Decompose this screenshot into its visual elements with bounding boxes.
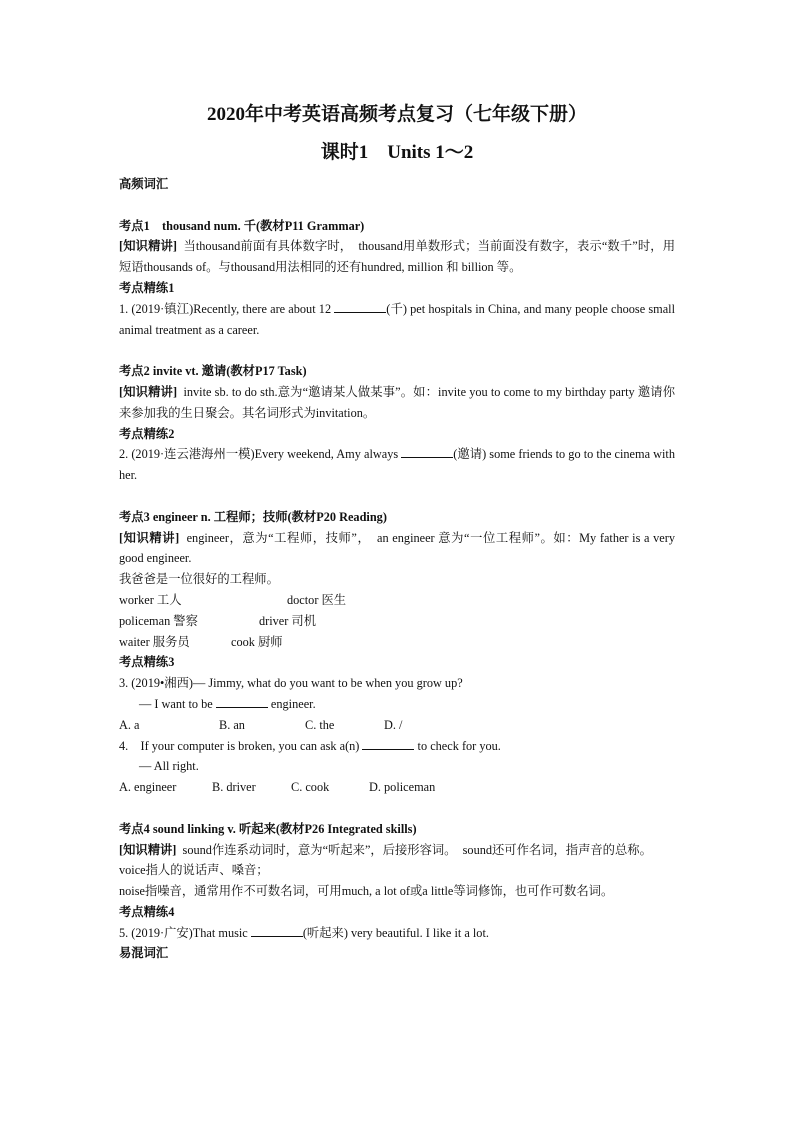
example-chinese: 我爸爸是一位很好的工程师。	[119, 572, 279, 587]
note-text: sound作连系动词时，意为“听起来”，后接形容词。 sound还可作名词，指声音的总称。	[182, 842, 652, 857]
question-3-response	[119, 694, 675, 715]
question-text: 2. (2019·连云港海州一模)Every weekend, Amy always	[119, 447, 402, 462]
question-3: 3. (2019•湘西)— Jimmy, what do you want to be when you grow up?	[119, 676, 463, 691]
point-4-practice-label: 考点精练4	[119, 904, 175, 919]
question-5	[119, 923, 675, 944]
noise-explanation: noise指噪音，通常用作不可数名词，可用much, a lot of或a little等词修饰，也可作可数名词。	[119, 884, 614, 899]
vocab-item: driver 司机	[259, 613, 317, 628]
question-2	[119, 444, 675, 486]
option-c[interactable]: C. cook	[291, 780, 330, 795]
vocab-item: waiter 服务员	[119, 634, 190, 649]
question-text: 5. (2019·广安)That music	[119, 925, 251, 940]
vocab-item: doctor 医生	[287, 592, 347, 607]
point-1-note	[119, 236, 675, 278]
answer-blank[interactable]	[251, 924, 303, 937]
note-label: [知识精讲]	[119, 842, 177, 857]
answer-blank[interactable]	[216, 695, 268, 708]
vocab-item: worker 工人	[119, 592, 182, 607]
point-1-heading: 考点1 thousand num. 千(教材P11 Grammar)	[119, 218, 365, 233]
point-2-note	[119, 382, 675, 424]
point-2-practice-label: 考点精练2	[119, 426, 175, 441]
note-label: [知识精讲]	[119, 239, 178, 254]
question-4-response: — All right.	[139, 759, 199, 774]
option-b[interactable]: B. driver	[212, 780, 256, 795]
question-1	[119, 299, 675, 341]
note-text: 当thousand前面有具体数字时， thousand用单数形式；当前面没有数字，表示“数千”时，用短语thousands of。与thousand用法相同的还有hundred, million 和 billion 等。	[119, 239, 675, 275]
note-label: [知识精讲]	[119, 530, 180, 545]
option-b[interactable]: B. an	[219, 717, 245, 732]
question-3-options	[119, 715, 675, 736]
question-text: 1. (2019·镇江)Recently, there are about 12	[119, 301, 335, 316]
option-c[interactable]: C. the	[305, 717, 335, 732]
vocab-item: policeman 警察	[119, 613, 198, 628]
question-text: to check for you.	[414, 738, 501, 753]
document-subtitle: 课时1 Units 1～2	[320, 142, 474, 163]
question-text: — I want to be	[139, 696, 216, 711]
question-4	[119, 736, 675, 757]
point-4-note	[119, 840, 675, 861]
note-label: [知识精讲]	[119, 384, 178, 399]
question-text: (千) pet hospitals in China, and many people choose small animal treatment as a career.	[119, 301, 675, 337]
vocab-item: cook 厨师	[231, 634, 283, 649]
vocab-pair-row	[119, 632, 675, 653]
document-title: 2020年中考英语高频考点复习（七年级下册）	[206, 104, 587, 125]
point-3-note	[119, 528, 675, 570]
option-d[interactable]: D. /	[384, 717, 403, 732]
option-d[interactable]: D. policeman	[369, 780, 436, 795]
document-page	[119, 100, 675, 964]
voice-explanation: voice指人的说话声、嗓音；	[119, 863, 269, 878]
point-3-heading: 考点3 engineer n. 工程师；技师(教材P20 Reading)	[119, 509, 387, 524]
section-heading-high-frequency: 高频词汇	[119, 177, 169, 191]
answer-blank[interactable]	[334, 300, 386, 313]
note-text: engineer，意为“工程师，技师”， an engineer 意为“一位工程师”。如：My father is a very good engineer.	[119, 530, 675, 566]
question-text: engineer.	[267, 696, 316, 711]
question-text: (邀请) some friends to go to the cinema with her.	[119, 447, 675, 483]
point-1-practice-label: 考点精练1	[119, 280, 175, 295]
vocab-pair-row	[119, 611, 675, 632]
section-heading-confusing-words: 易混词汇	[119, 946, 169, 961]
point-3-practice-label: 考点精练3	[119, 655, 175, 670]
option-a[interactable]: A. a	[119, 717, 140, 732]
answer-blank[interactable]	[362, 737, 414, 750]
question-text: (听起来) very beautiful. I like it a lot.	[302, 925, 489, 940]
point-4-heading: 考点4 sound linking v. 听起来(教材P26 Integrated skills)	[119, 821, 417, 836]
question-text: 4. If your computer is broken, you can ask a(n)	[119, 738, 363, 753]
note-text: invite sb. to do sth.意为“邀请某人做某事”。如：invite you to come to my birthday party 邀请你来参加我的生日聚会。其名词形式为invitation。	[119, 384, 675, 420]
answer-blank[interactable]	[401, 445, 453, 458]
point-2-heading: 考点2 invite vt. 邀请(教材P17 Task)	[119, 364, 307, 379]
vocab-pair-row	[119, 590, 675, 611]
option-a[interactable]: A. engineer	[119, 780, 177, 795]
question-4-options	[119, 777, 675, 798]
